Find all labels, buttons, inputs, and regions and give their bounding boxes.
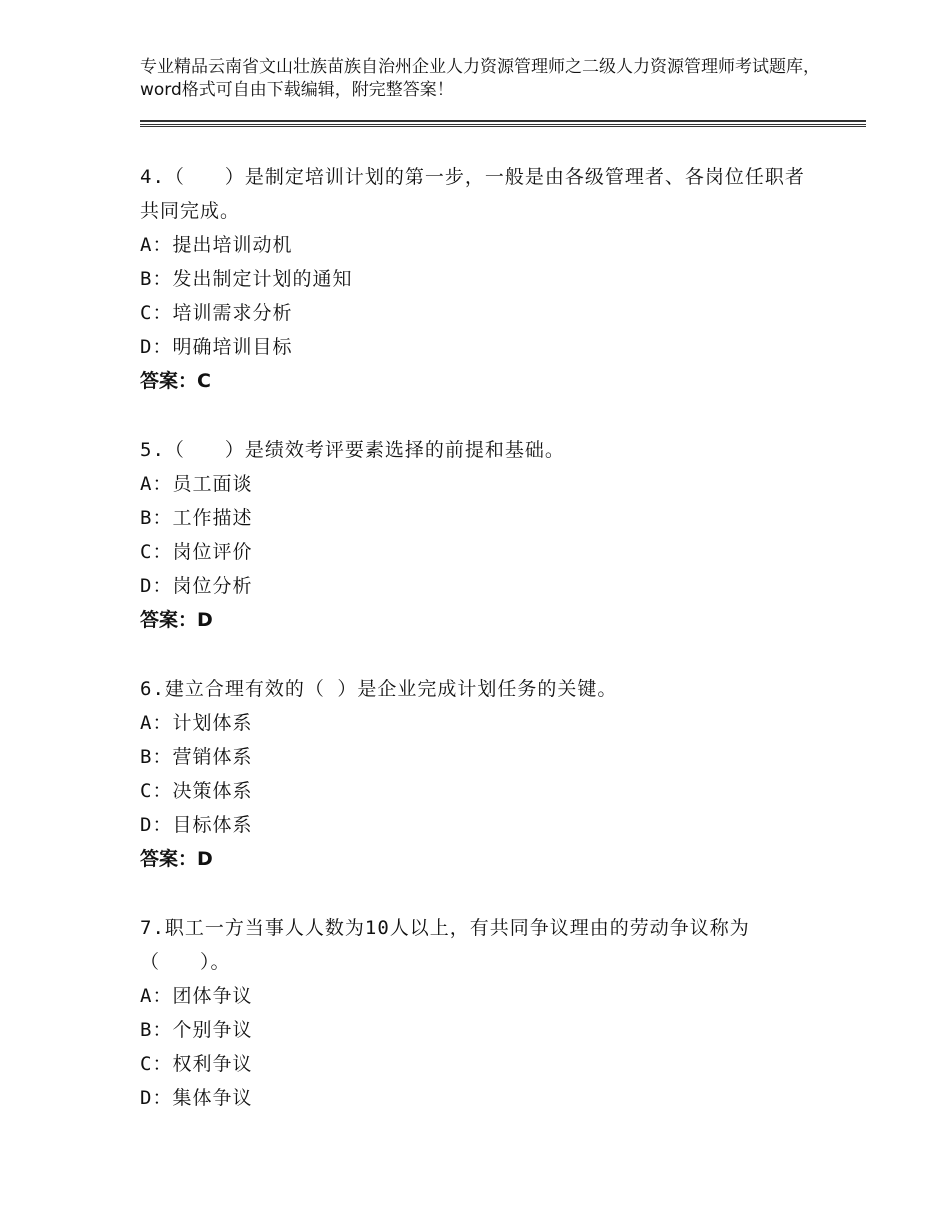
answer: 答案：D (140, 609, 213, 631)
answer: 答案：D (140, 848, 213, 870)
option-d: D：岗位分析 (140, 575, 253, 597)
option-a: A：员工面谈 (140, 473, 253, 495)
question-stem: 6.建立合理有效的（ ）是企业完成计划任务的关键。 (140, 678, 618, 700)
header-divider-thin (140, 126, 866, 127)
option-a: A：提出培训动机 (140, 234, 293, 256)
question-stem: 7.职工一方当事人人数为10人以上，有共同争议理由的劳动争议称为（ ）。 (140, 917, 750, 973)
option-a: A：计划体系 (140, 712, 253, 734)
option-b: B：工作描述 (140, 507, 253, 529)
option-b: B：发出制定计划的通知 (140, 268, 353, 290)
question-5 (140, 433, 820, 637)
question-7 (140, 911, 820, 1115)
document-header-title: 专业精品云南省文山壮族苗族自治州企业人力资源管理师之二级人力资源管理师考试题库，word格式可自由下载编辑，附完整答案！ (140, 57, 820, 100)
question-4 (140, 160, 820, 398)
option-d: D：明确培训目标 (140, 336, 293, 358)
option-d: D：集体争议 (140, 1087, 253, 1109)
option-d: D：目标体系 (140, 814, 253, 836)
question-stem: 4.（ ）是制定培训计划的第一步，一般是由各级管理者、各岗位任职者共同完成。 (140, 166, 805, 222)
option-c: C：权利争议 (140, 1053, 253, 1075)
answer: 答案：C (140, 370, 211, 392)
option-b: B：营销体系 (140, 746, 253, 768)
option-a: A：团体争议 (140, 985, 253, 1007)
question-stem: 5.（ ）是绩效考评要素选择的前提和基础。 (140, 439, 565, 461)
option-c: C：培训需求分析 (140, 302, 293, 324)
header-divider (140, 120, 866, 125)
option-c: C：岗位评价 (140, 541, 253, 563)
option-c: C：决策体系 (140, 780, 253, 802)
option-b: B：个别争议 (140, 1019, 253, 1041)
question-6 (140, 672, 820, 876)
